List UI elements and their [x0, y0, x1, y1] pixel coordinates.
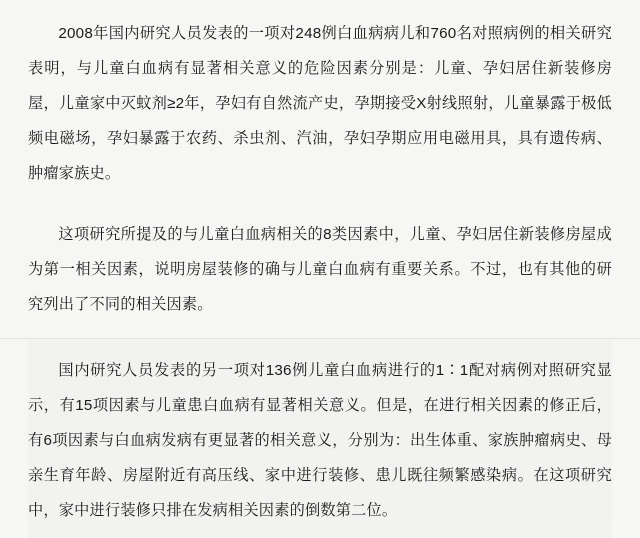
paragraph-3: 国内研究人员发表的另一项对136例儿童白血病进行的1∶1配对病例对照研究显示，有15项因素与儿童患白血病有显著相关意义。但是，在进行相关因素的修正后，有6项因素与白血病发病有更显著的相关意义，分别为：出生体重、家族肿瘤病史、母亲生育年龄、房屋附近有高压线、家中进行装修、患儿既往频繁感染病。在这项研究中，家中进行装修只排在发病相关因素的倒数第二位。 [28, 362, 612, 519]
article-section-top [28, 0, 612, 338]
paragraph-2: 这项研究所提及的与儿童白血病相关的8类因素中，儿童、孕妇居住新装修房屋成为第一相关因素，说明房屋装修的确与儿童白血病有重要关系。不过，也有其他的研究列出了不同的相关因素。 [28, 226, 612, 313]
article-section-bottom [28, 339, 612, 538]
paragraph-1: 2008年国内研究人员发表的一项对248例白血病病儿和760名对照病例的相关研究表明，与儿童白血病有显著相关意义的危险因素分别是：儿童、孕妇居住新装修房屋，儿童家中灭蚊剂≥2年，孕妇有自然流产史，孕期接受X射线照射，儿童暴露于极低频电磁场，孕妇暴露于农药、杀虫剂、汽油，孕妇孕期应用电磁用具，具有遗传病、肿瘤家族史。 [28, 25, 612, 182]
